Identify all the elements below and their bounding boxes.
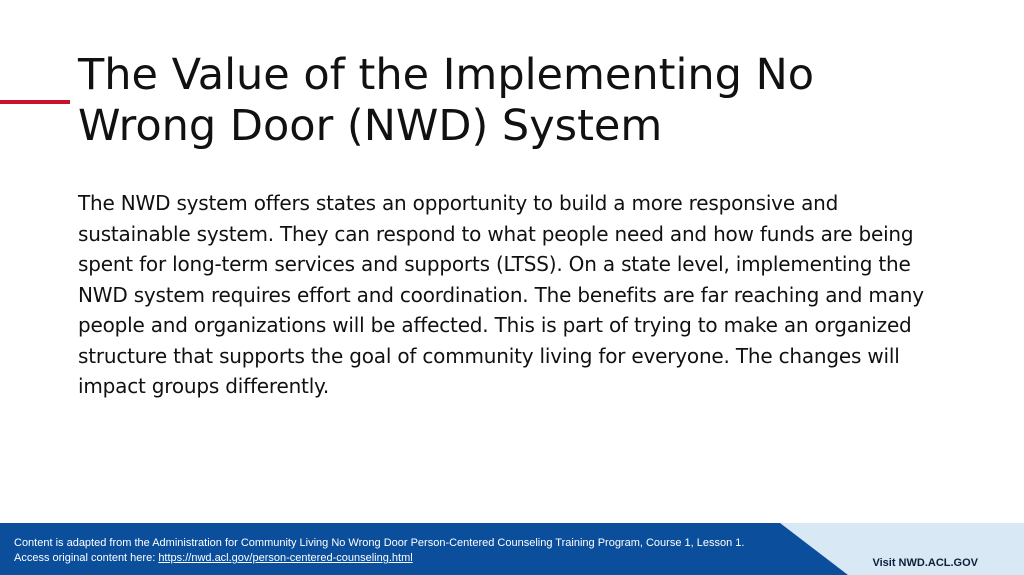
footer-source-prefix: Access original content here: bbox=[14, 552, 159, 564]
source-link[interactable]: https://nwd.acl.gov/person-centered-counseling.html bbox=[158, 552, 413, 564]
footer-attribution-line: Content is adapted from the Administration for Community Living No Wrong Door Person-Centered Counseling Training Program, Course 1, Lesson 1. bbox=[14, 537, 745, 549]
visit-site-label: Visit NWD.ACL.GOV bbox=[872, 557, 978, 569]
title-accent-line bbox=[0, 100, 70, 104]
slide-title: The Value of the Implementing No Wrong Door (NWD) System bbox=[78, 50, 815, 151]
footer-bar bbox=[0, 523, 1024, 575]
footer-source-line bbox=[14, 551, 834, 566]
slide-body-text: The NWD system offers states an opportunity to build a more responsive and sustainable system. They can respond to what people need and how funds are being spent for long-term services and supports (LTSS). On a state level, implementing the NWD system requires effort and coordination. The benefits are far reaching and many people and organizations will be affected. This is part of trying to make an organized structure that supports the goal of community living for everyone. The changes will impact groups differently. bbox=[78, 191, 924, 398]
footer-attribution bbox=[14, 536, 834, 566]
